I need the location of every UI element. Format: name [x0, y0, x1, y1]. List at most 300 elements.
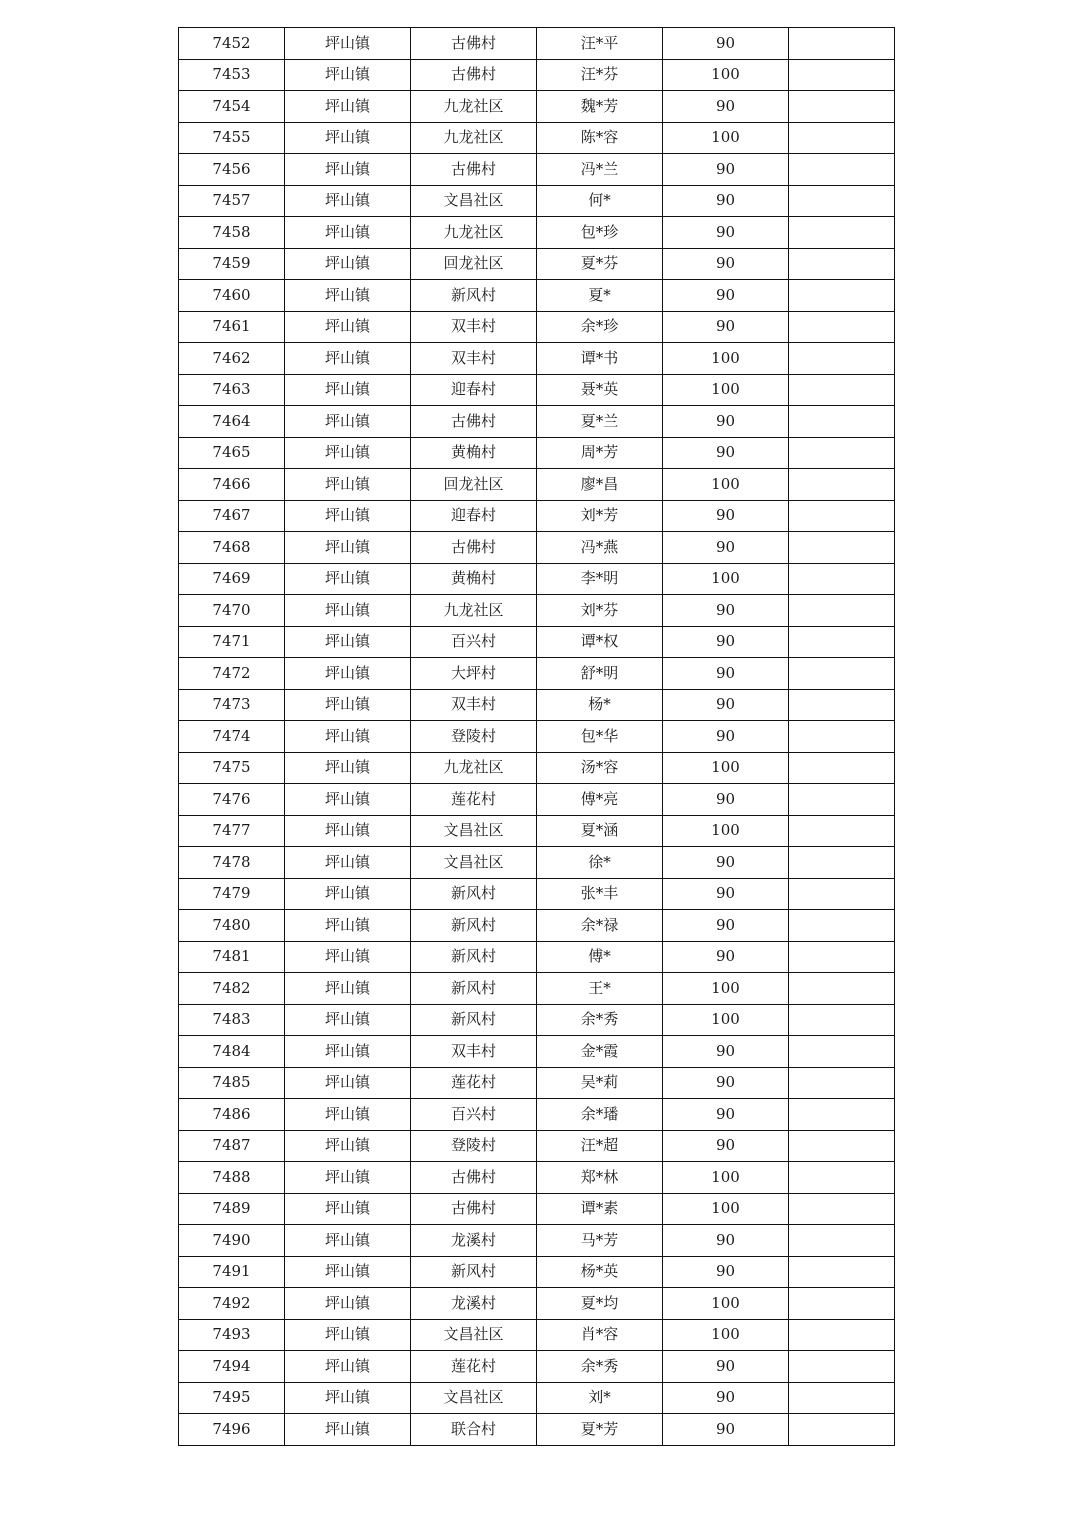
person-name-cell: 李*明 — [537, 563, 663, 595]
amount-cell: 90 — [663, 1382, 789, 1414]
town-cell: 坪山镇 — [285, 1004, 411, 1036]
remarks-cell — [789, 154, 895, 186]
remarks-cell — [789, 752, 895, 784]
amount-cell: 90 — [663, 91, 789, 123]
village-cell: 新风村 — [411, 973, 537, 1005]
person-name-cell: 余*璠 — [537, 1099, 663, 1131]
amount-cell: 100 — [663, 1319, 789, 1351]
table-row — [179, 815, 895, 847]
remarks-cell — [789, 28, 895, 60]
table-row — [179, 784, 895, 816]
table-row — [179, 1288, 895, 1320]
village-cell: 古佛村 — [411, 59, 537, 91]
remarks-cell — [789, 59, 895, 91]
table-row — [179, 122, 895, 154]
village-cell: 黄桷村 — [411, 437, 537, 469]
town-cell: 坪山镇 — [285, 280, 411, 312]
person-name-cell: 廖*昌 — [537, 469, 663, 501]
serial-number-cell: 7454 — [179, 91, 285, 123]
village-cell: 新风村 — [411, 941, 537, 973]
village-cell: 莲花村 — [411, 1067, 537, 1099]
town-cell: 坪山镇 — [285, 248, 411, 280]
serial-number-cell: 7471 — [179, 626, 285, 658]
table-row — [179, 469, 895, 501]
serial-number-cell: 7492 — [179, 1288, 285, 1320]
amount-cell: 100 — [663, 973, 789, 1005]
village-cell: 迎春村 — [411, 374, 537, 406]
amount-cell: 100 — [663, 563, 789, 595]
table-row — [179, 248, 895, 280]
serial-number-cell: 7490 — [179, 1225, 285, 1257]
serial-number-cell: 7464 — [179, 406, 285, 438]
person-name-cell: 汪*超 — [537, 1130, 663, 1162]
person-name-cell: 余*禄 — [537, 910, 663, 942]
town-cell: 坪山镇 — [285, 374, 411, 406]
serial-number-cell: 7463 — [179, 374, 285, 406]
serial-number-cell: 7457 — [179, 185, 285, 217]
person-name-cell: 周*芳 — [537, 437, 663, 469]
person-name-cell: 夏*芬 — [537, 248, 663, 280]
table-row — [179, 374, 895, 406]
amount-cell: 90 — [663, 1099, 789, 1131]
village-cell: 古佛村 — [411, 28, 537, 60]
remarks-cell — [789, 280, 895, 312]
town-cell: 坪山镇 — [285, 847, 411, 879]
table-row — [179, 1099, 895, 1131]
table-row — [179, 941, 895, 973]
serial-number-cell: 7453 — [179, 59, 285, 91]
person-name-cell: 夏*兰 — [537, 406, 663, 438]
person-name-cell: 汤*容 — [537, 752, 663, 784]
remarks-cell — [789, 185, 895, 217]
town-cell: 坪山镇 — [285, 689, 411, 721]
table-row — [179, 91, 895, 123]
amount-cell: 100 — [663, 1162, 789, 1194]
town-cell: 坪山镇 — [285, 1351, 411, 1383]
person-name-cell: 傅* — [537, 941, 663, 973]
serial-number-cell: 7479 — [179, 878, 285, 910]
remarks-cell — [789, 1414, 895, 1446]
serial-number-cell: 7484 — [179, 1036, 285, 1068]
serial-number-cell: 7461 — [179, 311, 285, 343]
amount-cell: 90 — [663, 595, 789, 627]
village-cell: 双丰村 — [411, 311, 537, 343]
serial-number-cell: 7477 — [179, 815, 285, 847]
serial-number-cell: 7486 — [179, 1099, 285, 1131]
amount-cell: 90 — [663, 217, 789, 249]
town-cell: 坪山镇 — [285, 500, 411, 532]
amount-cell: 90 — [663, 1225, 789, 1257]
village-cell: 迎春村 — [411, 500, 537, 532]
serial-number-cell: 7469 — [179, 563, 285, 595]
person-name-cell: 夏* — [537, 280, 663, 312]
town-cell: 坪山镇 — [285, 1414, 411, 1446]
remarks-cell — [789, 784, 895, 816]
remarks-cell — [789, 1225, 895, 1257]
town-cell: 坪山镇 — [285, 878, 411, 910]
amount-cell: 90 — [663, 658, 789, 690]
town-cell: 坪山镇 — [285, 1036, 411, 1068]
table-row — [179, 311, 895, 343]
serial-number-cell: 7493 — [179, 1319, 285, 1351]
town-cell: 坪山镇 — [285, 122, 411, 154]
table-row — [179, 595, 895, 627]
remarks-cell — [789, 406, 895, 438]
village-cell: 莲花村 — [411, 784, 537, 816]
remarks-cell — [789, 122, 895, 154]
remarks-cell — [789, 910, 895, 942]
serial-number-cell: 7475 — [179, 752, 285, 784]
amount-cell: 100 — [663, 59, 789, 91]
town-cell: 坪山镇 — [285, 406, 411, 438]
serial-number-cell: 7455 — [179, 122, 285, 154]
person-name-cell: 谭*权 — [537, 626, 663, 658]
village-cell: 古佛村 — [411, 1162, 537, 1194]
village-cell: 古佛村 — [411, 406, 537, 438]
remarks-cell — [789, 815, 895, 847]
town-cell: 坪山镇 — [285, 815, 411, 847]
amount-cell: 90 — [663, 532, 789, 564]
amount-cell: 100 — [663, 343, 789, 375]
serial-number-cell: 7489 — [179, 1193, 285, 1225]
town-cell: 坪山镇 — [285, 91, 411, 123]
person-name-cell: 聂*英 — [537, 374, 663, 406]
village-cell: 新风村 — [411, 878, 537, 910]
village-cell: 九龙社区 — [411, 595, 537, 627]
person-name-cell: 陈*容 — [537, 122, 663, 154]
town-cell: 坪山镇 — [285, 343, 411, 375]
town-cell: 坪山镇 — [285, 721, 411, 753]
serial-number-cell: 7470 — [179, 595, 285, 627]
amount-cell: 90 — [663, 406, 789, 438]
table-row — [179, 217, 895, 249]
serial-number-cell: 7488 — [179, 1162, 285, 1194]
remarks-cell — [789, 217, 895, 249]
person-name-cell: 谭*书 — [537, 343, 663, 375]
amount-cell: 100 — [663, 122, 789, 154]
village-cell: 登陵村 — [411, 1130, 537, 1162]
village-cell: 百兴村 — [411, 1099, 537, 1131]
village-cell: 双丰村 — [411, 1036, 537, 1068]
town-cell: 坪山镇 — [285, 626, 411, 658]
person-name-cell: 汪*芬 — [537, 59, 663, 91]
serial-number-cell: 7460 — [179, 280, 285, 312]
person-name-cell: 包*珍 — [537, 217, 663, 249]
table-row — [179, 1193, 895, 1225]
town-cell: 坪山镇 — [285, 1067, 411, 1099]
town-cell: 坪山镇 — [285, 1382, 411, 1414]
village-cell: 文昌社区 — [411, 1319, 537, 1351]
town-cell: 坪山镇 — [285, 1162, 411, 1194]
serial-number-cell: 7496 — [179, 1414, 285, 1446]
village-cell: 联合村 — [411, 1414, 537, 1446]
person-name-cell: 刘* — [537, 1382, 663, 1414]
serial-number-cell: 7473 — [179, 689, 285, 721]
remarks-cell — [789, 595, 895, 627]
village-cell: 大坪村 — [411, 658, 537, 690]
village-cell: 文昌社区 — [411, 815, 537, 847]
person-name-cell: 张*丰 — [537, 878, 663, 910]
remarks-cell — [789, 500, 895, 532]
town-cell: 坪山镇 — [285, 1319, 411, 1351]
amount-cell: 90 — [663, 154, 789, 186]
table-row — [179, 1319, 895, 1351]
town-cell: 坪山镇 — [285, 185, 411, 217]
amount-cell: 100 — [663, 1193, 789, 1225]
serial-number-cell: 7485 — [179, 1067, 285, 1099]
person-name-cell: 包*华 — [537, 721, 663, 753]
amount-cell: 90 — [663, 1256, 789, 1288]
serial-number-cell: 7495 — [179, 1382, 285, 1414]
person-name-cell: 余*珍 — [537, 311, 663, 343]
person-name-cell: 魏*芳 — [537, 91, 663, 123]
remarks-cell — [789, 1351, 895, 1383]
table-row — [179, 878, 895, 910]
person-name-cell: 王* — [537, 973, 663, 1005]
town-cell: 坪山镇 — [285, 532, 411, 564]
serial-number-cell: 7468 — [179, 532, 285, 564]
town-cell: 坪山镇 — [285, 1288, 411, 1320]
remarks-cell — [789, 1067, 895, 1099]
table-row — [179, 752, 895, 784]
serial-number-cell: 7491 — [179, 1256, 285, 1288]
amount-cell: 90 — [663, 311, 789, 343]
person-name-cell: 刘*芳 — [537, 500, 663, 532]
remarks-cell — [789, 973, 895, 1005]
serial-number-cell: 7466 — [179, 469, 285, 501]
person-name-cell: 徐* — [537, 847, 663, 879]
town-cell: 坪山镇 — [285, 595, 411, 627]
remarks-cell — [789, 343, 895, 375]
amount-cell: 90 — [663, 847, 789, 879]
remarks-cell — [789, 248, 895, 280]
town-cell: 坪山镇 — [285, 752, 411, 784]
village-cell: 文昌社区 — [411, 1382, 537, 1414]
person-name-cell: 冯*兰 — [537, 154, 663, 186]
amount-cell: 100 — [663, 1288, 789, 1320]
remarks-cell — [789, 1288, 895, 1320]
serial-number-cell: 7474 — [179, 721, 285, 753]
table-row — [179, 626, 895, 658]
town-cell: 坪山镇 — [285, 941, 411, 973]
town-cell: 坪山镇 — [285, 1193, 411, 1225]
table-row — [179, 689, 895, 721]
person-name-cell: 肖*容 — [537, 1319, 663, 1351]
table-row — [179, 343, 895, 375]
remarks-cell — [789, 721, 895, 753]
town-cell: 坪山镇 — [285, 217, 411, 249]
amount-cell: 100 — [663, 815, 789, 847]
serial-number-cell: 7494 — [179, 1351, 285, 1383]
remarks-cell — [789, 626, 895, 658]
town-cell: 坪山镇 — [285, 563, 411, 595]
person-name-cell: 谭*素 — [537, 1193, 663, 1225]
village-cell: 莲花村 — [411, 1351, 537, 1383]
serial-number-cell: 7483 — [179, 1004, 285, 1036]
village-cell: 回龙社区 — [411, 248, 537, 280]
remarks-cell — [789, 1256, 895, 1288]
table-row — [179, 1225, 895, 1257]
serial-number-cell: 7456 — [179, 154, 285, 186]
town-cell: 坪山镇 — [285, 910, 411, 942]
town-cell: 坪山镇 — [285, 469, 411, 501]
village-cell: 龙溪村 — [411, 1225, 537, 1257]
serial-number-cell: 7472 — [179, 658, 285, 690]
person-name-cell: 马*芳 — [537, 1225, 663, 1257]
table-row — [179, 154, 895, 186]
amount-cell: 100 — [663, 469, 789, 501]
remarks-cell — [789, 1162, 895, 1194]
village-cell: 龙溪村 — [411, 1288, 537, 1320]
table-row — [179, 1004, 895, 1036]
remarks-cell — [789, 878, 895, 910]
table-row — [179, 1067, 895, 1099]
remarks-cell — [789, 1036, 895, 1068]
person-name-cell: 金*霞 — [537, 1036, 663, 1068]
village-cell: 双丰村 — [411, 689, 537, 721]
person-name-cell: 傅*亮 — [537, 784, 663, 816]
amount-cell: 90 — [663, 910, 789, 942]
amount-cell: 90 — [663, 721, 789, 753]
village-cell: 九龙社区 — [411, 217, 537, 249]
town-cell: 坪山镇 — [285, 28, 411, 60]
remarks-cell — [789, 311, 895, 343]
table-row — [179, 280, 895, 312]
table-row — [179, 1130, 895, 1162]
town-cell: 坪山镇 — [285, 437, 411, 469]
village-cell: 双丰村 — [411, 343, 537, 375]
amount-cell: 90 — [663, 1130, 789, 1162]
town-cell: 坪山镇 — [285, 658, 411, 690]
amount-cell: 90 — [663, 185, 789, 217]
person-name-cell: 夏*芳 — [537, 1414, 663, 1446]
remarks-cell — [789, 91, 895, 123]
person-name-cell: 杨*英 — [537, 1256, 663, 1288]
amount-cell: 90 — [663, 500, 789, 532]
amount-cell: 90 — [663, 878, 789, 910]
table-row — [179, 500, 895, 532]
person-name-cell: 何* — [537, 185, 663, 217]
table-row — [179, 1382, 895, 1414]
village-cell: 登陵村 — [411, 721, 537, 753]
table-row — [179, 910, 895, 942]
table-row — [179, 185, 895, 217]
town-cell: 坪山镇 — [285, 1130, 411, 1162]
serial-number-cell: 7482 — [179, 973, 285, 1005]
table-row — [179, 1414, 895, 1446]
amount-cell: 90 — [663, 248, 789, 280]
person-name-cell: 舒*明 — [537, 658, 663, 690]
person-name-cell: 余*秀 — [537, 1004, 663, 1036]
table-row — [179, 532, 895, 564]
town-cell: 坪山镇 — [285, 973, 411, 1005]
village-cell: 古佛村 — [411, 1193, 537, 1225]
amount-cell: 90 — [663, 280, 789, 312]
town-cell: 坪山镇 — [285, 1225, 411, 1257]
remarks-cell — [789, 1319, 895, 1351]
town-cell: 坪山镇 — [285, 154, 411, 186]
remarks-cell — [789, 847, 895, 879]
table-row — [179, 1256, 895, 1288]
remarks-cell — [789, 437, 895, 469]
person-name-cell: 汪*平 — [537, 28, 663, 60]
table-row — [179, 721, 895, 753]
remarks-cell — [789, 941, 895, 973]
amount-cell: 90 — [663, 437, 789, 469]
serial-number-cell: 7458 — [179, 217, 285, 249]
amount-cell: 100 — [663, 374, 789, 406]
town-cell: 坪山镇 — [285, 1256, 411, 1288]
amount-cell: 90 — [663, 1414, 789, 1446]
serial-number-cell: 7487 — [179, 1130, 285, 1162]
remarks-cell — [789, 1099, 895, 1131]
remarks-cell — [789, 658, 895, 690]
remarks-cell — [789, 374, 895, 406]
amount-cell: 90 — [663, 689, 789, 721]
table-row — [179, 1162, 895, 1194]
village-cell: 九龙社区 — [411, 91, 537, 123]
table-body — [179, 28, 895, 1446]
town-cell: 坪山镇 — [285, 311, 411, 343]
person-name-cell: 郑*林 — [537, 1162, 663, 1194]
remarks-cell — [789, 532, 895, 564]
table-row — [179, 563, 895, 595]
village-cell: 文昌社区 — [411, 185, 537, 217]
amount-cell: 90 — [663, 784, 789, 816]
person-name-cell: 杨* — [537, 689, 663, 721]
table-row — [179, 28, 895, 60]
remarks-cell — [789, 469, 895, 501]
table-row — [179, 59, 895, 91]
amount-cell: 100 — [663, 1004, 789, 1036]
village-cell: 新风村 — [411, 910, 537, 942]
table-row — [179, 847, 895, 879]
table-row — [179, 973, 895, 1005]
amount-cell: 90 — [663, 941, 789, 973]
village-cell: 新风村 — [411, 1256, 537, 1288]
amount-cell: 90 — [663, 626, 789, 658]
person-name-cell: 冯*燕 — [537, 532, 663, 564]
village-cell: 回龙社区 — [411, 469, 537, 501]
table-row — [179, 658, 895, 690]
remarks-cell — [789, 1130, 895, 1162]
serial-number-cell: 7481 — [179, 941, 285, 973]
remarks-cell — [789, 563, 895, 595]
serial-number-cell: 7476 — [179, 784, 285, 816]
amount-cell: 90 — [663, 1351, 789, 1383]
town-cell: 坪山镇 — [285, 784, 411, 816]
village-cell: 百兴村 — [411, 626, 537, 658]
remarks-cell — [789, 1004, 895, 1036]
town-cell: 坪山镇 — [285, 1099, 411, 1131]
amount-cell: 100 — [663, 752, 789, 784]
person-name-cell: 吴*莉 — [537, 1067, 663, 1099]
remarks-cell — [789, 1193, 895, 1225]
amount-cell: 90 — [663, 1067, 789, 1099]
serial-number-cell: 7459 — [179, 248, 285, 280]
subsidy-table — [178, 27, 895, 1446]
village-cell: 文昌社区 — [411, 847, 537, 879]
person-name-cell: 夏*均 — [537, 1288, 663, 1320]
serial-number-cell: 7465 — [179, 437, 285, 469]
serial-number-cell: 7452 — [179, 28, 285, 60]
table-row — [179, 1036, 895, 1068]
person-name-cell: 余*秀 — [537, 1351, 663, 1383]
village-cell: 黄桷村 — [411, 563, 537, 595]
table-row — [179, 1351, 895, 1383]
town-cell: 坪山镇 — [285, 59, 411, 91]
village-cell: 九龙社区 — [411, 122, 537, 154]
